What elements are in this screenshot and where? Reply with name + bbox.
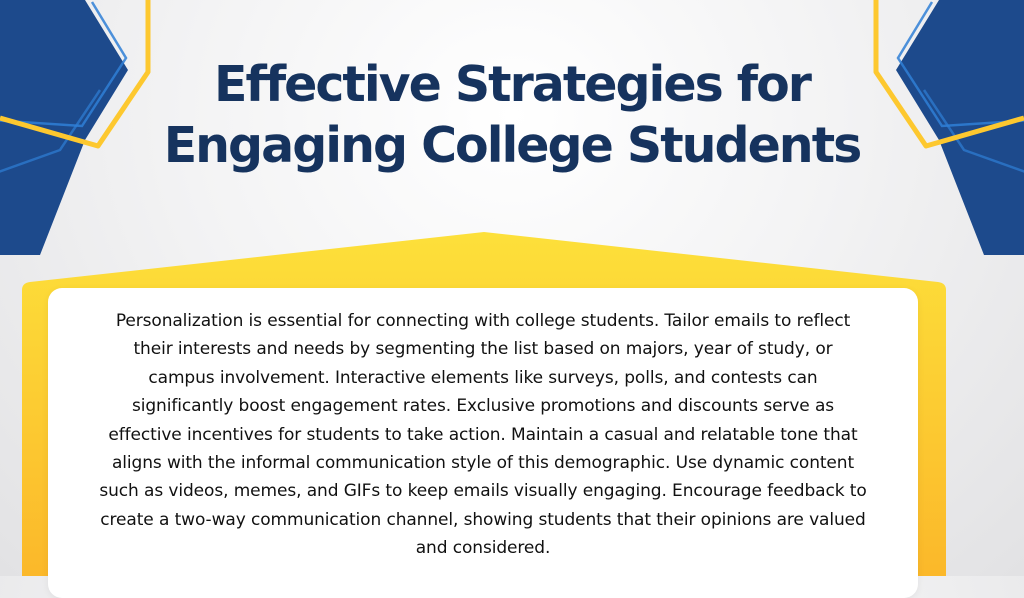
title-line-1: Effective Strategies for [214,56,810,113]
title-line-2: Engaging College Students [163,117,861,174]
body-paragraph: Personalization is essential for connecting with college students. Tailor emails to reflect their interests and needs by segmenting the list based on majors, year of study, or campus involvement. Interactive elements like surveys, polls, and contests can significantly boost engagement rates. Exclusive promotions and discounts serve as effective incentives for students to take action. Maintain a casual and relatable tone that aligns with the informal communication style of this demographic. Use dynamic content such as videos, memes, and GIFs to keep emails visually engaging. Encourage feedback to create a two-way communication channel, showing students that their opinions are valued and considered. [99,311,867,559]
